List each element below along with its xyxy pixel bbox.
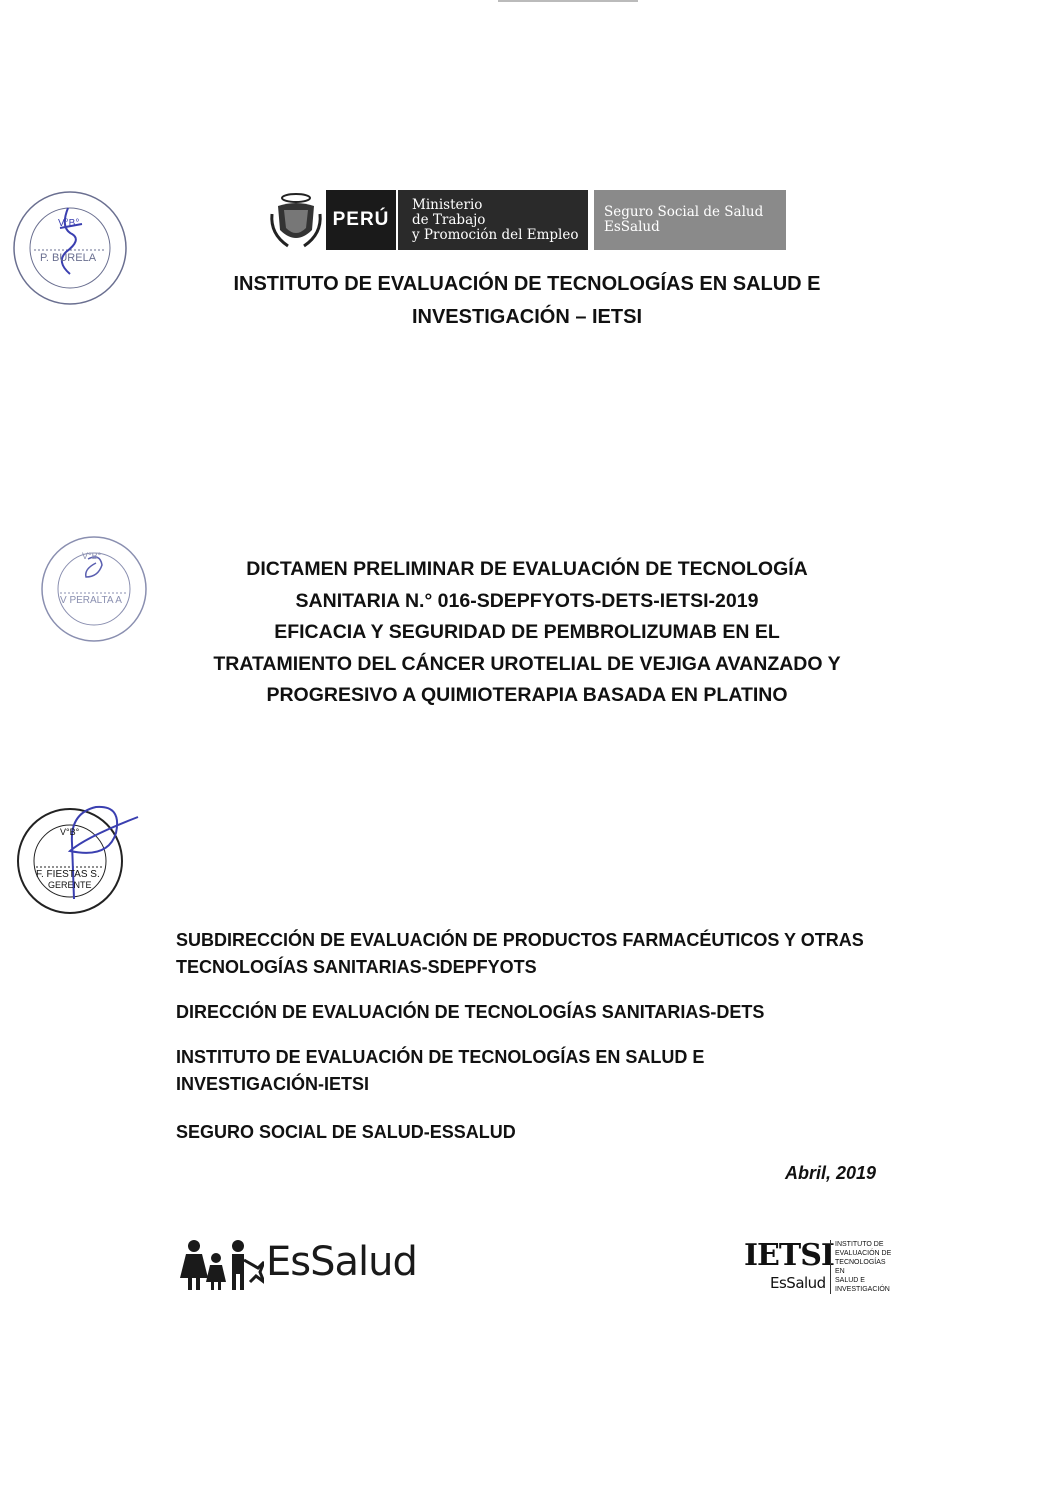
dictamen-line: PROGRESIVO A QUIMIOTERAPIA BASADA EN PLATINO (266, 684, 788, 706)
institute-title-line: INVESTIGACIÓN – IETSI (411, 306, 643, 328)
document-date: Abril, 2019 (784, 1163, 876, 1183)
ietsi-caption-line: INSTITUTO DE (835, 1241, 884, 1248)
dictamen-line: DICTAMEN PRELIMINAR DE EVALUACIÓN DE TECNOLOGÍA (246, 558, 808, 580)
stamp-vb: V°B° (82, 551, 102, 561)
institute-title-line: INSTITUTO DE EVALUACIÓN DE TECNOLOGÍAS EN SALUD E (233, 273, 821, 295)
ietsi-logo-text: IETSI (744, 1238, 834, 1273)
dictamen-line: SANITARIA N.° 016-SDEPFYOTS-DETS-IETSI-2019 (295, 589, 759, 612)
ministry-line: y Promoción del Empleo (412, 226, 579, 243)
stamp-role: GERENTE (48, 880, 92, 890)
stamp-peralta (38, 533, 150, 645)
scan-artifact (498, 0, 638, 2)
stamp-seal-icon (12, 803, 142, 915)
peru-label: PERÚ (326, 190, 396, 250)
essalud-line: Seguro Social de Salud (604, 204, 764, 220)
ietsi-logo (744, 1238, 892, 1298)
stamp-name: F. FIESTAS S. (36, 869, 100, 880)
ietsi-caption-line: INVESTIGACIÓN (835, 1286, 890, 1293)
dictamen-title (120, 554, 934, 712)
ietsi-logo-caption (830, 1240, 895, 1294)
stamp-vb: V°B° (58, 218, 80, 229)
dictamen-line: TRATAMIENTO DEL CÁNCER UROTELIAL DE VEJIGA AVANZADO Y (213, 652, 841, 675)
peru-coat-of-arms-icon (268, 190, 324, 250)
stamp-vb: V°B° (60, 827, 80, 837)
essalud-logo (180, 1226, 432, 1290)
stamp-name: P. BURELA (40, 252, 97, 264)
stamp-seal-icon (38, 533, 150, 645)
affiliation-ietsi: INSTITUTO DE EVALUACIÓN DE TECNOLOGÍAS EN SALUD E INVESTIGACIÓN-IETSI (176, 1047, 705, 1094)
dictamen-line: EFICACIA Y SEGURIDAD DE PEMBROLIZUMAB EN EL (274, 621, 780, 643)
stamp-burela (10, 188, 130, 308)
family-figures-icon (180, 1238, 264, 1290)
essalud-line: EsSalud (604, 219, 660, 235)
essalud-logo-text: EsSalud (266, 1239, 417, 1285)
ietsi-caption-line: TECNOLOGÍAS EN (835, 1259, 886, 1275)
affiliation-essalud: SEGURO SOCIAL DE SALUD-ESSALUD (176, 1122, 516, 1142)
ietsi-logo-sub: EsSalud (770, 1274, 826, 1292)
ministry-line: de Trabajo (412, 211, 486, 228)
header-logos (268, 189, 786, 251)
essalud-header-label (594, 190, 786, 250)
stamp-fiestas (12, 803, 142, 915)
ietsi-caption-line: SALUD E (835, 1277, 865, 1284)
ietsi-caption-line: EVALUACIÓN DE (835, 1250, 892, 1257)
stamp-name: V PERALTA A (60, 595, 122, 606)
stamp-seal-icon (10, 188, 130, 308)
ministry-line: Ministerio (412, 196, 483, 213)
affiliation-dets: DIRECCIÓN DE EVALUACIÓN DE TECNOLOGÍAS SANITARIAS-DETS (176, 1002, 765, 1022)
ministry-label (396, 190, 588, 250)
affiliation-sdepfyots: SUBDIRECCIÓN DE EVALUACIÓN DE PRODUCTOS FARMACÉUTICOS Y OTRAS TECNOLOGÍAS SANITARIAS-SDEPFYOTS (176, 930, 864, 977)
institute-title (100, 268, 954, 334)
